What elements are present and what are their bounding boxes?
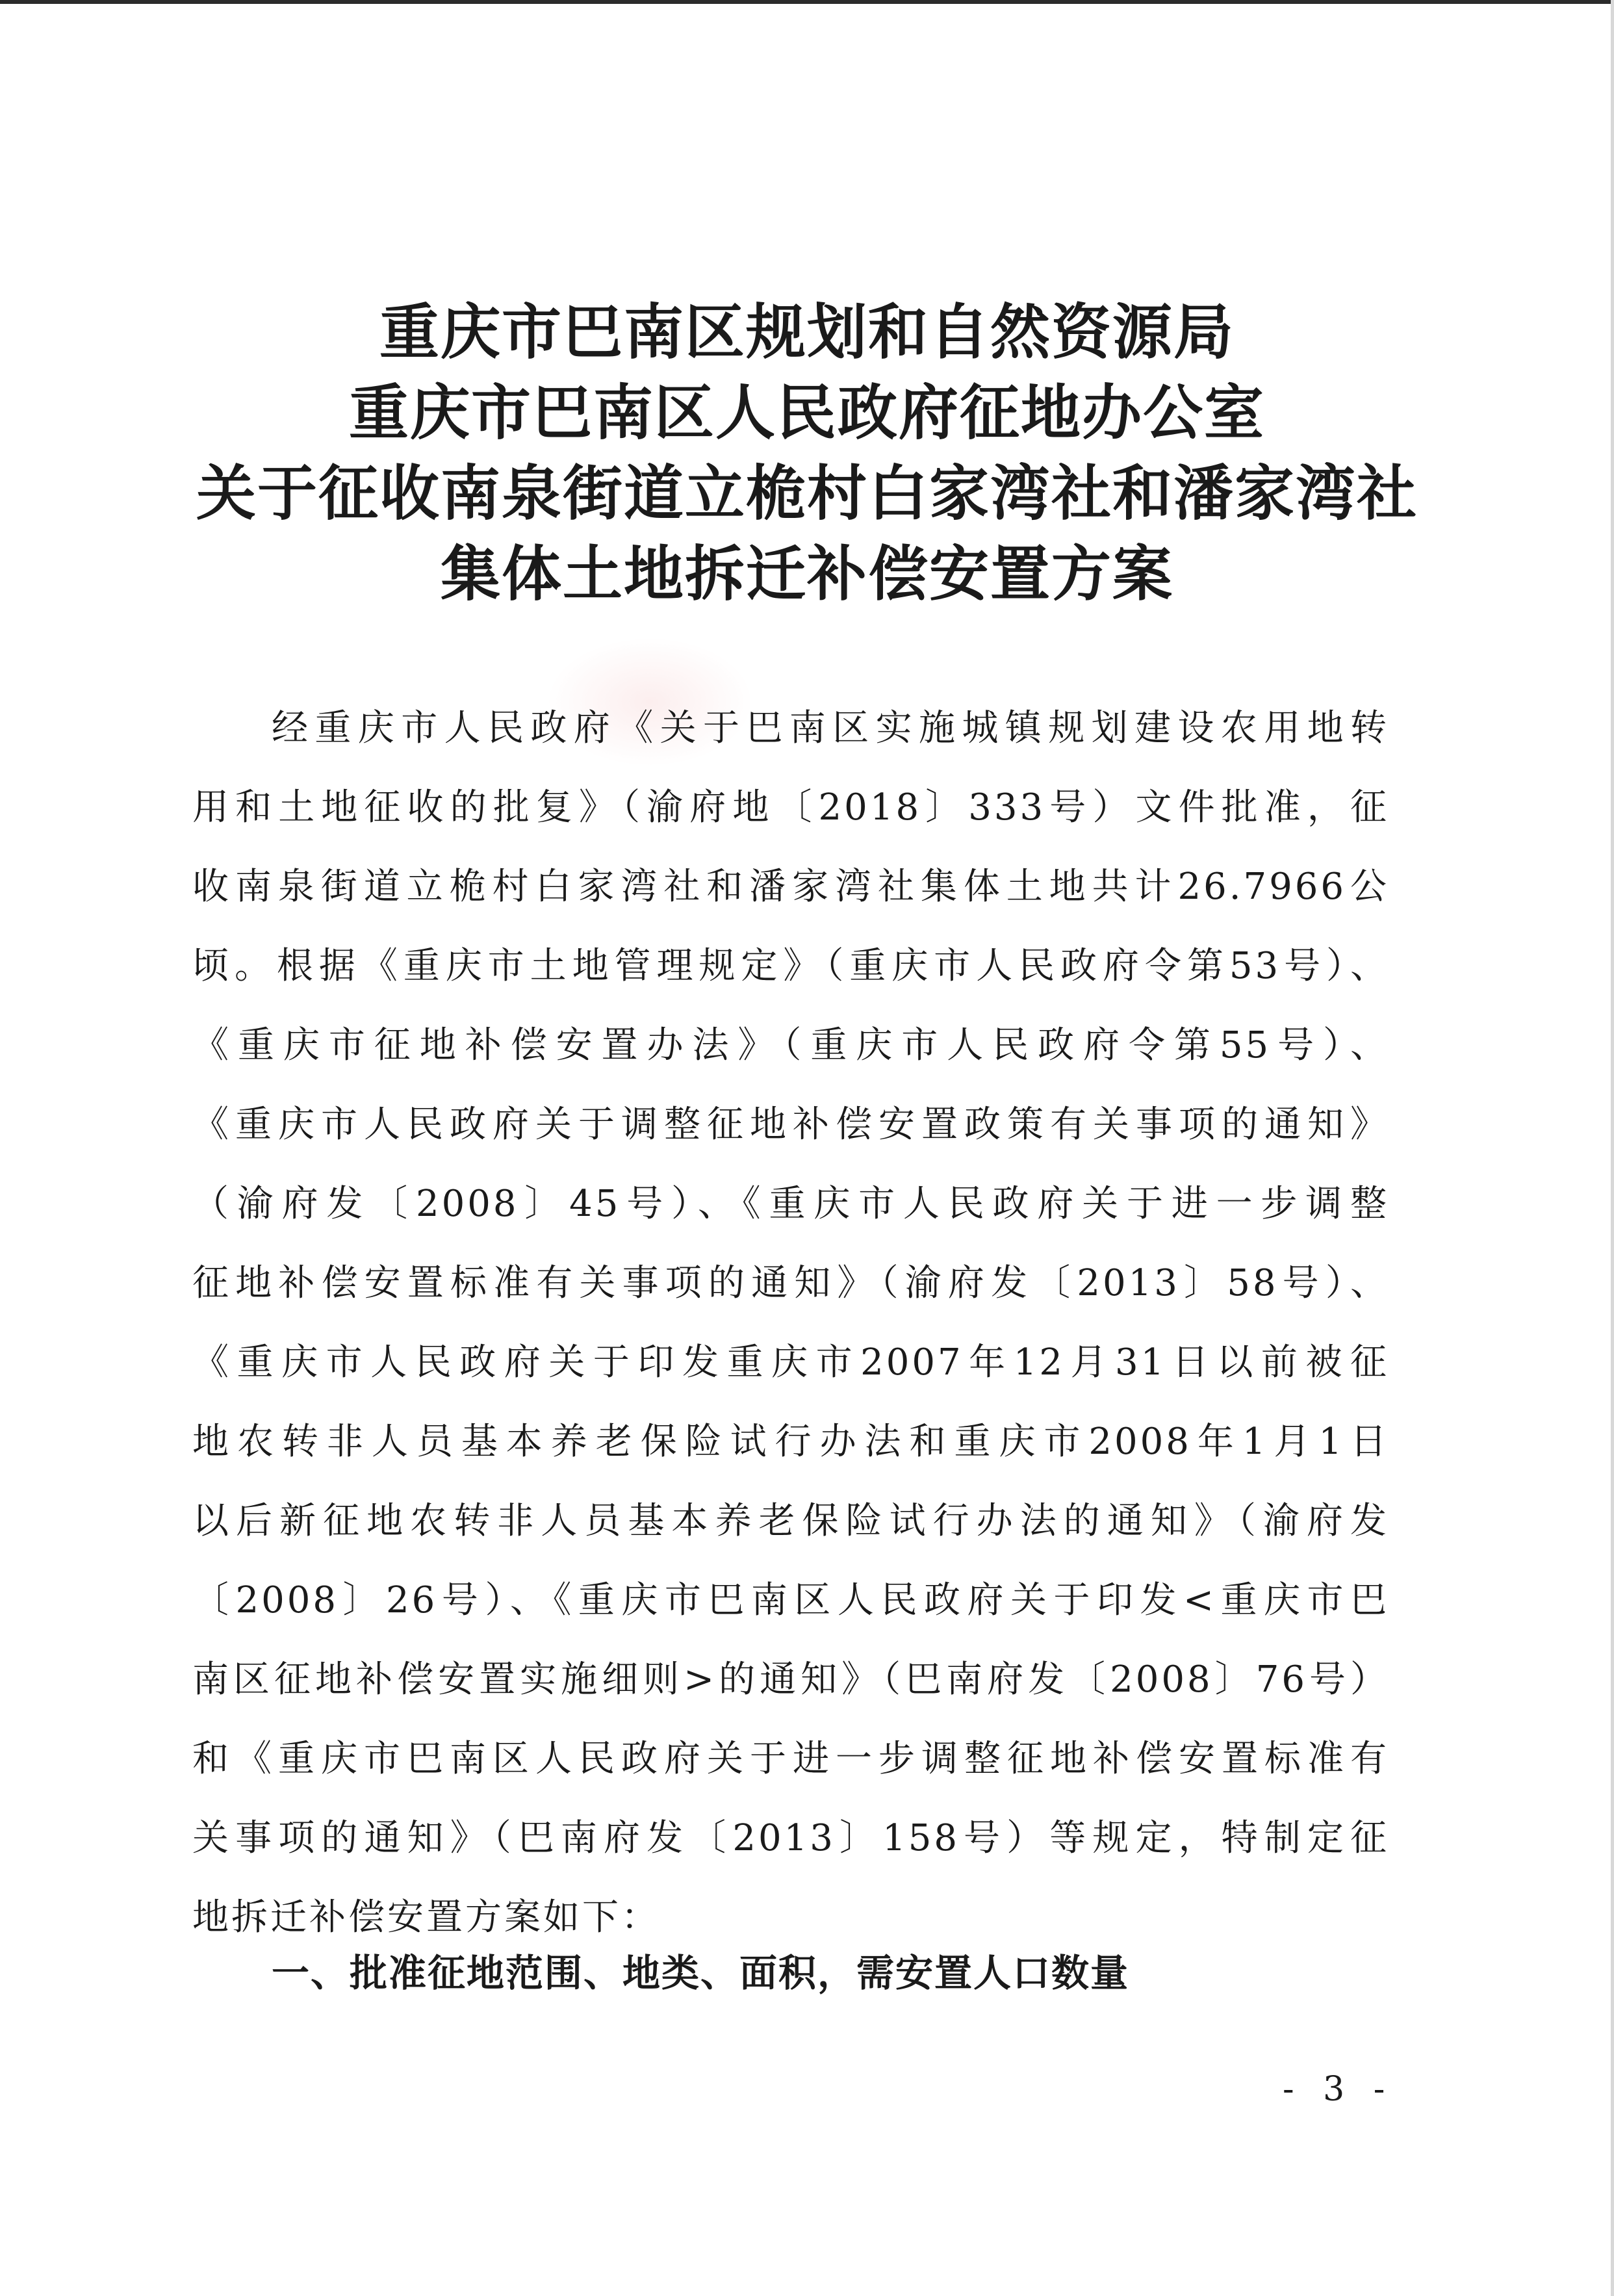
body-line: （渝府发〔2008〕45号）、《重庆市人民政府关于进一步调整 [192,1183,1389,1225]
title-line: 集体土地拆迁补偿安置方案 [440,539,1173,609]
body-line: 南区征地补偿安置实施细则>的通知》（巴南府发〔2008〕76号） [192,1658,1389,1701]
body-line: 和《重庆市巴南区人民政府关于进一步调整征地补偿安置标准有 [192,1738,1389,1780]
body-line: 地农转非人员基本养老保险试行办法和重庆市2008年1月1日 [192,1421,1389,1463]
body-line: 〔2008〕26号）、《重庆市巴南区人民政府关于印发<重庆市巴 [192,1579,1389,1621]
body-line: 《重庆市人民政府关于调整征地补偿安置政策有关事项的通知》 [192,1103,1389,1146]
body-line: 征地补偿安置标准有关事项的通知》（渝府发〔2013〕58号）、 [192,1262,1389,1304]
section-heading: 一、批准征地范围、地类、面积，需安置人口数量 [272,1951,1130,1995]
body-line: 顷。根据《重庆市土地管理规定》（重庆市人民政府令第53号）、 [192,945,1389,987]
body-paragraph [192,689,1389,1957]
body-line: 《重庆市征地补偿安置办法》（重庆市人民政府令第55号）、 [192,1024,1389,1066]
title-line: 重庆市巴南区人民政府征地办公室 [348,378,1265,448]
title-line: 关于征收南泉街道立桅村白家湾社和潘家湾社 [196,459,1418,528]
body-line: 用和土地征收的批复》（渝府地〔2018〕333号）文件批准，征 [192,786,1389,829]
body-line: 地拆迁补偿安置方案如下： [192,1896,660,1939]
body-line: 收南泉街道立桅村白家湾社和潘家湾社集体土地共计26.7966公 [192,866,1389,908]
body-line: 关事项的通知》（巴南府发〔2013〕158号）等规定，特制定征 [192,1817,1389,1859]
body-line: 以后新征地农转非人员基本养老保险试行办法的通知》（渝府发 [192,1500,1389,1542]
page-number: - 3 - [1283,2070,1394,2109]
body-line: 《重庆市人民政府关于印发重庆市2007年12月31日以前被征 [192,1341,1389,1384]
body-line: 经重庆市人民政府《关于巴南区实施城镇规划建设农用地转 [272,707,1389,749]
title-line: 重庆市巴南区规划和自然资源局 [379,298,1235,367]
scan-edge-top [0,0,1614,4]
document-title [0,292,1614,615]
